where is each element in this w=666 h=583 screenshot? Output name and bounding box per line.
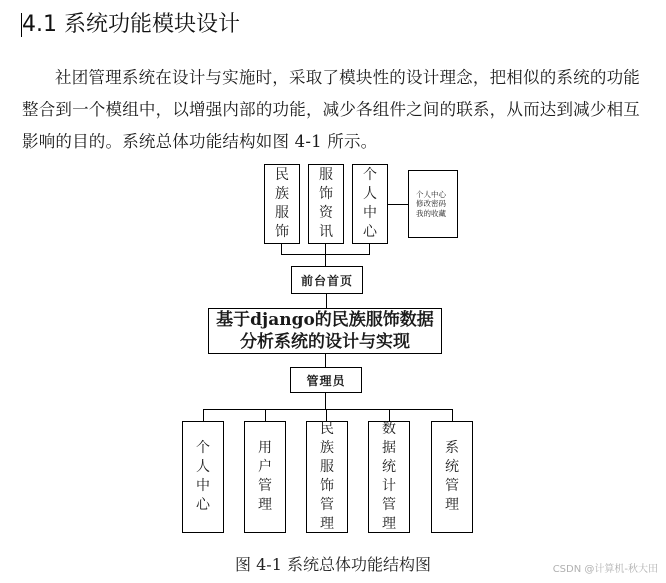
connector [325,244,326,254]
section-heading [22,10,240,40]
front-module-label: 民族服饰 [275,167,289,240]
admin-module-personal-center [182,421,224,533]
figure-caption: 图 4-1 系统总体功能结构图 [235,555,431,574]
connector [203,409,453,410]
system-title-line1: 基于django的民族服饰数据 [216,310,434,330]
front-module-label: 服饰资讯 [319,167,333,240]
admin-label: 管理员 [306,373,346,388]
system-title-box [208,308,442,354]
admin-module-label: 数据统计管理 [382,421,396,532]
front-module-clothing-news [308,164,344,244]
admin-module-system-management [431,421,473,533]
admin-module-label: 个人中心 [196,440,210,513]
front-home-label: 前台首页 [300,273,353,288]
admin-module-ethnic-clothing-management [306,421,348,533]
connector [325,393,326,409]
admin-module-label: 系统管理 [445,440,459,513]
admin-box [290,367,362,393]
connector [203,409,204,421]
text-cursor [21,13,22,37]
front-module-label: 个人中心 [363,167,377,240]
connector [326,294,327,308]
connector [452,409,453,421]
section-heading-text: 4.1 系统功能模块设计 [22,12,240,37]
front-module-ethnic-clothing [264,164,300,244]
connector [325,354,326,367]
admin-module-user-management [244,421,286,533]
connector [369,244,370,254]
front-module-personal-center [352,164,388,244]
connector [325,254,326,266]
connector [281,244,282,254]
admin-module-data-statistics-management [368,421,410,533]
admin-module-label: 用户管理 [258,440,272,513]
connector-detail [388,204,408,205]
admin-module-label: 民族服饰管理 [320,421,334,532]
personal-center-detail-text: 个人中心修改密码我的收藏 [416,189,446,218]
connector [265,409,266,421]
body-paragraph: 社团管理系统在设计与实施时，采取了模块性的设计理念，把相似的系统的功能整合到一个模组中，以增强内部的功能，减少各组件之间的联系，从而达到减少相互影响的目的。系统总体功能结构如图 4-1 所示。 [22,68,640,151]
system-title-line2: 分析系统的设计与实现 [240,332,410,352]
csdn-watermark: CSDN @计算机-秋大田 [552,564,658,575]
front-home-box [291,266,363,294]
personal-center-detail-box [408,170,458,238]
